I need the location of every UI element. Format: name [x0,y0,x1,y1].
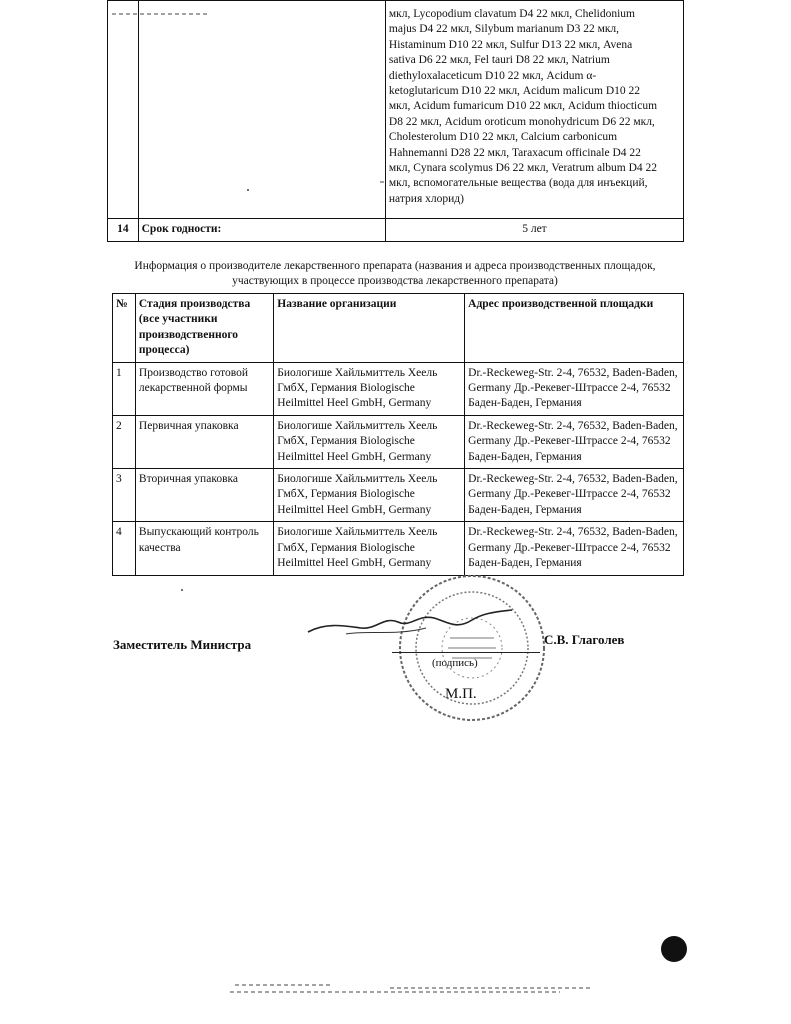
handwritten-signature-icon [306,604,516,644]
shelf-life-row [108,219,684,242]
table-row [113,415,684,468]
row-org: Биологише Хайльмиттель Хеель ГмбХ, Германия Biologische Heilmittel Heel GmbH, Germany [274,522,465,575]
shelf-life-value: 5 лет [385,219,683,242]
composition-line: мкл, Lycopodium clavatum D4 22 мкл, Chelidonium [388,8,636,20]
composition-text-cell [385,1,683,219]
row-num: 1 [113,362,136,415]
composition-line: мкл, Cynara scolymus D6 22 мкл, Veratrum album D4 22 [388,162,658,175]
table-row [113,469,684,522]
table-header-row [113,294,684,363]
signature-caption: (подпись) [432,657,478,669]
composition-line: мкл, Acidum fumaricum D10 22 мкл, Acidum thiocticum [388,100,658,113]
manufacturer-info-heading [100,259,690,289]
official-stamp-icon [392,568,552,728]
composition-row [108,1,684,219]
composition-line: sativa D6 22 мкл, Fel tauri D8 22 мкл, Natrium [388,54,610,67]
row-address: Dr.-Reckeweg-Str. 2-4, 76532, Baden-Baden, Germany Др.-Рекевег-Штрассе 2-4, 76532 Баден-Баден, Германия [465,522,684,575]
column-header-org: Название организации [274,294,465,363]
row-stage: Вторичная упаковка [135,469,273,522]
row-stage: Выпускающий контроль качества [135,522,273,575]
row-org: Биологише Хайльмиттель Хеель ГмбХ, Германия Biologische Heilmittel Heel GmbH, Germany [274,362,465,415]
heading-line: Информация о производителе лекарственного препарата (названия и адреса производственных площадок, [134,260,656,272]
composition-line: ketoglutaricum D10 22 мкл, Acidum malicum D10 22 [388,85,641,98]
table-row [113,362,684,415]
row-stage: Первичная упаковка [135,415,273,468]
manufacturer-table [112,293,684,576]
row-num: 3 [113,469,136,522]
signature-line [392,652,540,653]
shelf-life-label: Срок годности: [138,219,385,242]
row-num: 2 [113,415,136,468]
composition-line: Hahnemanni D28 22 мкл, Taraxacum officinale D4 22 [388,146,641,159]
row-stage: Производство готовой лекарственной формы [135,362,273,415]
signer-name: С.В. Глаголев [544,632,625,647]
composition-line: мкл, вспомогательные вещества (вода для инъекций, [388,177,648,190]
row-num: 4 [113,522,136,575]
composition-label-cell [138,1,385,219]
row-address: Dr.-Reckeweg-Str. 2-4, 76532, Baden-Baden, Germany Др.-Рекевег-Штрассе 2-4, 76532 Баден-Баден, Германия [465,362,684,415]
column-header-num: № [113,294,136,363]
composition-line: diethyloxalaceticum D10 22 мкл, Acidum α- [388,69,597,82]
composition-line: Histaminum D10 22 мкл, Sulfur D13 22 мкл, Avena [388,38,633,51]
signer-title: Заместитель Министра [113,637,252,652]
composition-line: majus D4 22 мкл, Silybum marianum D3 22 мкл, [388,23,620,36]
composition-table [107,0,684,242]
heading-line: участвующих в процессе производства лекарственного препарата) [232,275,558,287]
column-header-address: Адрес производственной площадки [465,294,684,363]
row-address: Dr.-Reckeweg-Str. 2-4, 76532, Baden-Baden, Germany Др.-Рекевег-Штрассе 2-4, 76532 Баден-Баден, Германия [465,415,684,468]
row-address: Dr.-Reckeweg-Str. 2-4, 76532, Baden-Baden, Germany Др.-Рекевег-Штрассе 2-4, 76532 Баден-Баден, Германия [465,469,684,522]
composition-num-cell [108,1,139,219]
composition-line: Cholesterolum D10 22 мкл, Calcium carbonicum [388,131,618,144]
composition-line: D8 22 мкл, Acidum oroticum monohydricum D6 22 мкл, [388,115,655,128]
shelf-life-number: 14 [108,219,139,242]
seal-label: М.П. [445,686,477,702]
composition-line: натрия хлорид) [388,192,464,205]
row-org: Биологише Хайльмиттель Хеель ГмбХ, Германия Biologische Heilmittel Heel GmbH, Germany [274,469,465,522]
column-header-stage: Стадия производства (все участники производственного процесса) [135,294,273,363]
row-org: Биологише Хайльмиттель Хеель ГмбХ, Германия Biologische Heilmittel Heel GmbH, Germany [274,415,465,468]
scan-dot-icon [661,936,687,962]
